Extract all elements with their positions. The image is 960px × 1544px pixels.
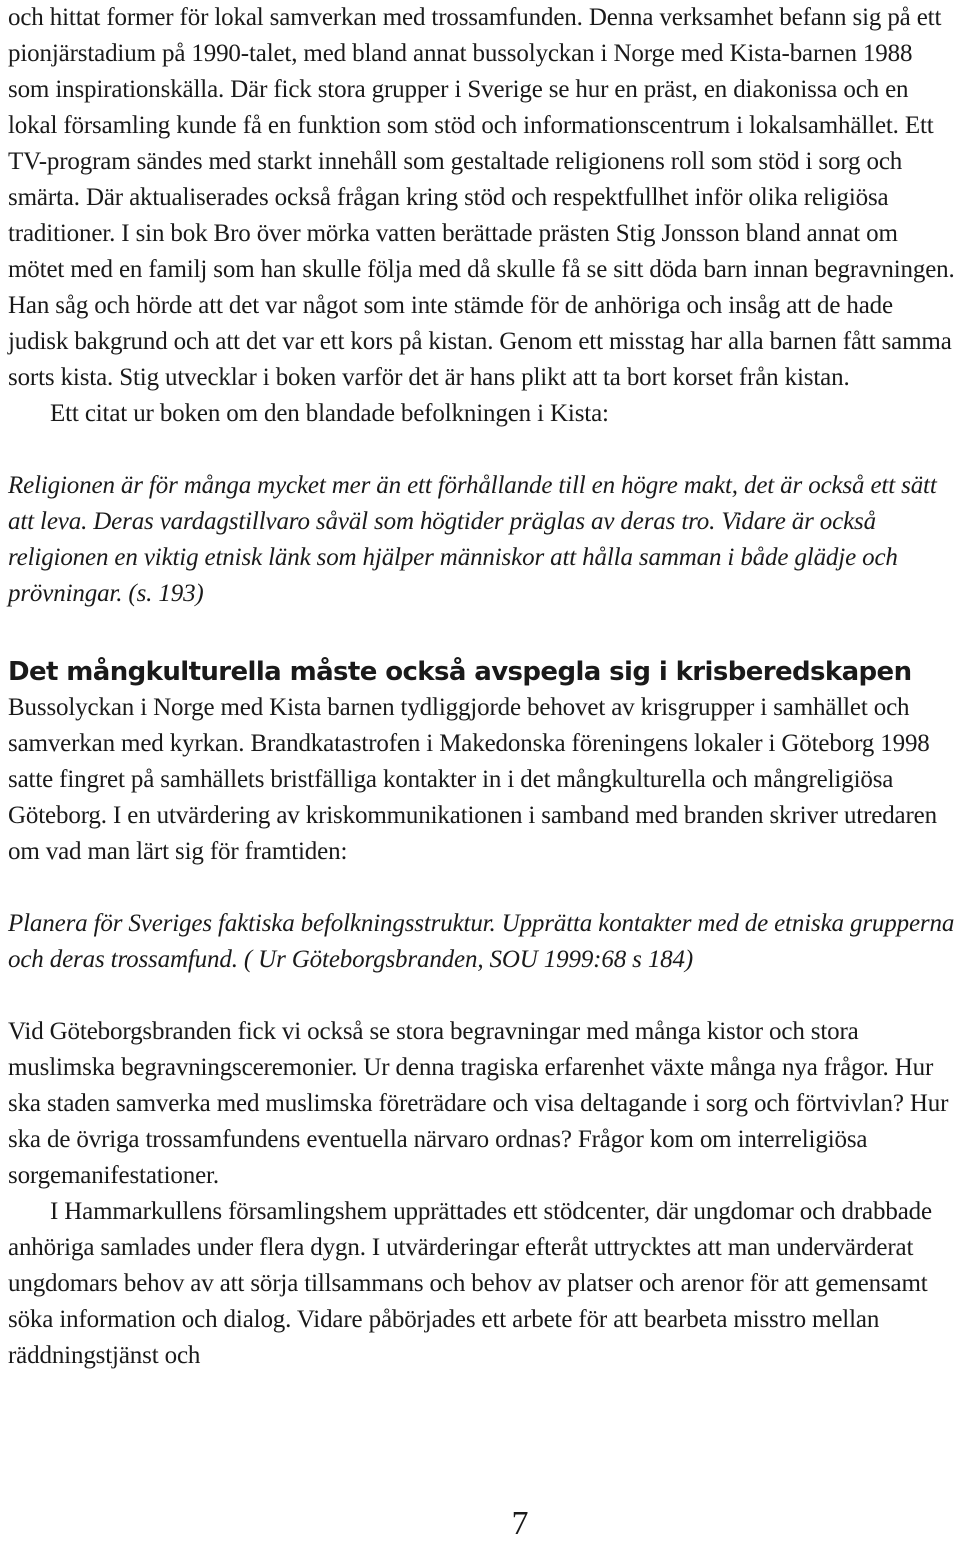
section-heading: Det mångkulturella måste också avspegla sig i krisberedskapen: [8, 657, 912, 687]
body-paragraph-4: Vid Göteborgsbranden fick vi också se stora begravningar med många kistor och stora muslimska begravningsceremonier. Ur denna tragiska erfarenhet växte många nya frågor. Hur ska staden samverka med muslimska företrädare och visa deltagande i sorg och förtvivlan? Hur ska de övriga trossamfundens eventuella närvaro ordnas? Frågor kom om interreligiösa sorgemanifestationer.: [8, 1018, 949, 1189]
body-paragraph-5: I Hammarkullens församlingshem upprättades ett stödcenter, där ungdomar och drabbade anhöriga samlades under flera dygn. I utvärderingar efteråt uttrycktes att man undervärderat ungdomars behov av att sörja tillsammans och behov av platser och arenor för att gemensamt söka information och dialog. Vidare påbörjades ett arbete för att bearbeta misstro mellan räddningstjänst och: [8, 1198, 932, 1369]
body-paragraph-1: och hittat former för lokal samverkan med trossamfunden. Denna verksamhet befann sig på ett pionjärstadium på 1990-talet, med bland annat bussolyckan i Norge med Kista-barnen 1988 som inspirationskälla. Där fick stora grupper i Sverige se hur en präst, en diakonissa och en lokal församling kunde få en funktion som stöd och informationscentrum i lokalsamhället. Ett TV-program sändes med starkt innehåll som gestaltade religionens roll som stöd i sorg och smärta. Där aktualiserades också frågan kring stöd och respektfullhet inför olika religiösa traditioner. I sin bok Bro över mörka vatten berättade prästen Stig Jonsson bland annat om mötet med en familj som han skulle följa med då skulle få se sitt döda barn innan begravningen. Han såg och hörde att det var något som inte stämde för de anhöriga och insåg att de hade judisk bakgrund och att det var ett kors på kistan. Genom ett misstag har alla barnen fått samma sorts kista. Stig utvecklar i boken varför det är hans plikt att ta bort korset från kistan.: [8, 4, 955, 391]
document-page: [8, 0, 958, 1374]
body-paragraph-2: Ett citat ur boken om den blandade befolkningen i Kista:: [50, 400, 609, 427]
body-paragraph-3: Bussolyckan i Norge med Kista barnen tydliggjorde behovet av krisgrupper i samhället och samverkan med kyrkan. Brandkatastrofen i Makedonska föreningens lokaler i Göteborg 1998 satte fingret på samhällets bristfälliga kontakter in i det mångkulturella och mångreligiösa Göteborg. I en utvärdering av kriskommunikationen i samband med branden skriver utredaren om vad man lärt sig för framtiden:: [8, 694, 937, 865]
block-quote-2: Planera för Sveriges faktiska befolkningsstruktur. Upprätta kontakter med de etniska grupperna och deras trossamfund. ( Ur Göteborgsbranden, SOU 1999:68 s 184): [8, 910, 955, 973]
page-number: 7: [511, 1505, 529, 1542]
block-quote-1: Religionen är för många mycket mer än ett förhållande till en högre makt, det är också ett sätt att leva. Deras vardagstillvaro såväl som högtider präglas av deras tro. Vidare är också religionen en viktig etnisk länk som hjälper människor att hålla samman i både glädje och prövningar. (s. 193): [8, 472, 937, 607]
